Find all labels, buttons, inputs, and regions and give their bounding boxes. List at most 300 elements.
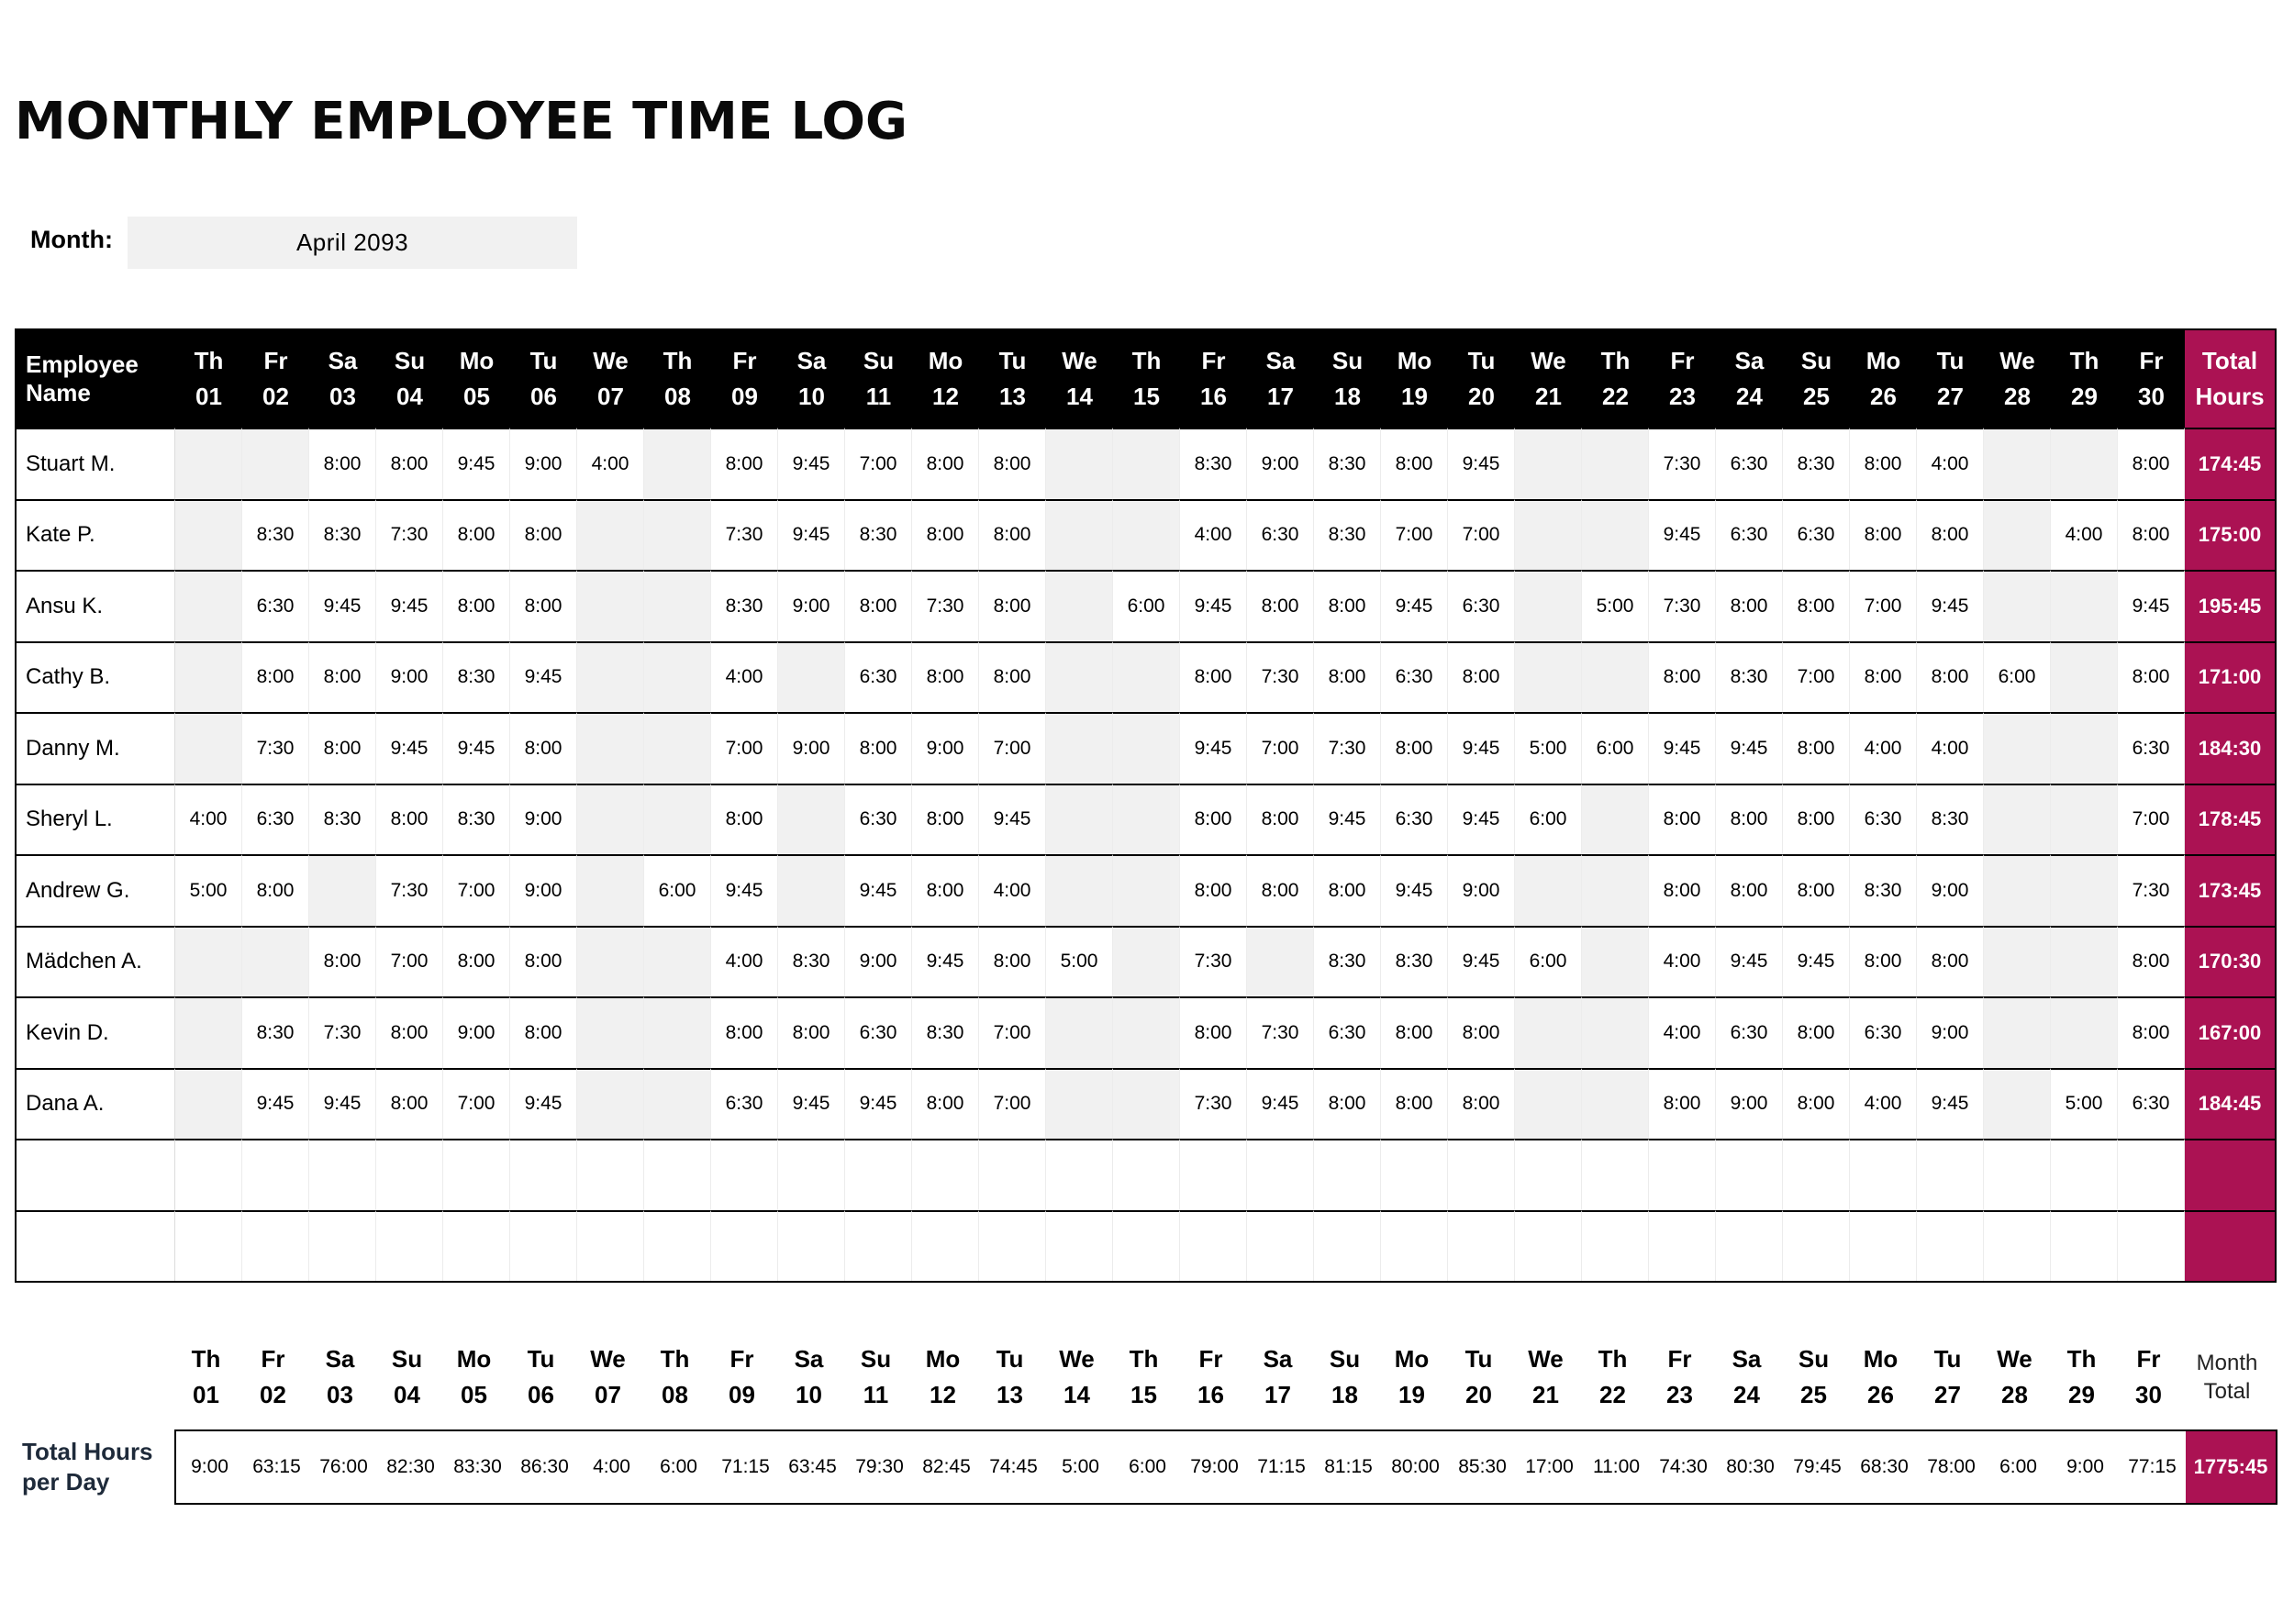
employee-name-cell[interactable]: Sheryl L.: [17, 784, 175, 855]
hours-cell[interactable]: 8:30: [242, 499, 309, 571]
hours-cell[interactable]: [644, 499, 711, 571]
hours-cell[interactable]: 9:45: [1917, 1068, 1984, 1140]
hours-cell[interactable]: [1515, 499, 1582, 571]
hours-cell[interactable]: [1046, 499, 1113, 571]
hours-cell[interactable]: [711, 1210, 778, 1282]
hours-cell[interactable]: 6:00: [1582, 712, 1649, 784]
hours-cell[interactable]: [175, 499, 242, 571]
hours-cell[interactable]: 9:45: [1448, 428, 1515, 499]
hours-cell[interactable]: 8:30: [912, 996, 979, 1068]
hours-cell[interactable]: [1515, 854, 1582, 926]
hours-cell[interactable]: 4:00: [1917, 712, 1984, 784]
hours-cell[interactable]: [242, 926, 309, 997]
hours-cell[interactable]: 9:00: [1917, 854, 1984, 926]
hours-cell[interactable]: 8:00: [309, 641, 376, 713]
hours-cell[interactable]: 8:00: [979, 499, 1046, 571]
hours-cell[interactable]: [2051, 641, 2118, 713]
hours-cell[interactable]: [1515, 428, 1582, 499]
hours-cell[interactable]: 9:45: [309, 570, 376, 641]
hours-cell[interactable]: 7:30: [711, 499, 778, 571]
hours-cell[interactable]: 9:00: [510, 428, 577, 499]
hours-cell[interactable]: 9:00: [912, 712, 979, 784]
hours-cell[interactable]: 7:00: [845, 428, 912, 499]
hours-cell[interactable]: [1113, 1068, 1180, 1140]
hours-cell[interactable]: 7:00: [1783, 641, 1850, 713]
hours-cell[interactable]: 7:30: [1180, 1068, 1247, 1140]
hours-cell[interactable]: [1582, 1068, 1649, 1140]
hours-cell[interactable]: 6:30: [1381, 784, 1448, 855]
hours-cell[interactable]: [1046, 570, 1113, 641]
hours-cell[interactable]: 8:30: [778, 926, 845, 997]
hours-cell[interactable]: [1582, 926, 1649, 997]
hours-cell[interactable]: 5:00: [1515, 712, 1582, 784]
hours-cell[interactable]: [1649, 1210, 1716, 1282]
hours-cell[interactable]: [1515, 1210, 1582, 1282]
hours-cell[interactable]: 7:30: [1314, 712, 1381, 784]
hours-cell[interactable]: 8:00: [2118, 499, 2185, 571]
hours-cell[interactable]: [1113, 1210, 1180, 1282]
hours-cell[interactable]: [912, 1139, 979, 1210]
hours-cell[interactable]: 9:45: [1649, 499, 1716, 571]
hours-cell[interactable]: 8:00: [979, 428, 1046, 499]
hours-cell[interactable]: [979, 1210, 1046, 1282]
hours-cell[interactable]: [2051, 926, 2118, 997]
hours-cell[interactable]: 8:00: [979, 570, 1046, 641]
hours-cell[interactable]: [1582, 996, 1649, 1068]
hours-cell[interactable]: 4:00: [2051, 499, 2118, 571]
hours-cell[interactable]: 8:30: [309, 784, 376, 855]
hours-cell[interactable]: 8:00: [1314, 641, 1381, 713]
hours-cell[interactable]: [845, 1139, 912, 1210]
hours-cell[interactable]: 7:30: [1649, 428, 1716, 499]
hours-cell[interactable]: 8:00: [979, 926, 1046, 997]
hours-cell[interactable]: 7:00: [711, 712, 778, 784]
hours-cell[interactable]: 6:30: [1448, 570, 1515, 641]
hours-cell[interactable]: [1984, 570, 2051, 641]
hours-cell[interactable]: 9:45: [1783, 926, 1850, 997]
hours-cell[interactable]: 8:00: [1716, 854, 1783, 926]
hours-cell[interactable]: [1314, 1139, 1381, 1210]
hours-cell[interactable]: [577, 784, 644, 855]
hours-cell[interactable]: [644, 784, 711, 855]
hours-cell[interactable]: 9:45: [711, 854, 778, 926]
hours-cell[interactable]: 9:45: [1180, 570, 1247, 641]
hours-cell[interactable]: [1582, 1139, 1649, 1210]
hours-cell[interactable]: 8:00: [1783, 784, 1850, 855]
hours-cell[interactable]: 6:30: [1314, 996, 1381, 1068]
hours-cell[interactable]: 6:00: [644, 854, 711, 926]
hours-cell[interactable]: 9:45: [1381, 854, 1448, 926]
hours-cell[interactable]: [1113, 996, 1180, 1068]
hours-cell[interactable]: [1113, 712, 1180, 784]
hours-cell[interactable]: [644, 641, 711, 713]
hours-cell[interactable]: 7:30: [1649, 570, 1716, 641]
hours-cell[interactable]: [1984, 1068, 2051, 1140]
hours-cell[interactable]: 8:30: [711, 570, 778, 641]
hours-cell[interactable]: 9:45: [376, 712, 443, 784]
hours-cell[interactable]: 4:00: [1850, 712, 1917, 784]
hours-cell[interactable]: 9:45: [1448, 926, 1515, 997]
hours-cell[interactable]: [309, 1139, 376, 1210]
hours-cell[interactable]: 6:00: [1515, 784, 1582, 855]
hours-cell[interactable]: 9:00: [1917, 996, 1984, 1068]
hours-cell[interactable]: 6:30: [1247, 499, 1314, 571]
hours-cell[interactable]: [2118, 1210, 2185, 1282]
hours-cell[interactable]: [1113, 854, 1180, 926]
hours-cell[interactable]: 6:30: [1783, 499, 1850, 571]
hours-cell[interactable]: [1515, 570, 1582, 641]
hours-cell[interactable]: [1448, 1139, 1515, 1210]
hours-cell[interactable]: [175, 926, 242, 997]
hours-cell[interactable]: 7:00: [1448, 499, 1515, 571]
hours-cell[interactable]: [1247, 1139, 1314, 1210]
hours-cell[interactable]: 6:30: [1716, 499, 1783, 571]
hours-cell[interactable]: 7:00: [443, 1068, 510, 1140]
hours-cell[interactable]: [242, 428, 309, 499]
employee-name-cell[interactable]: Kate P.: [17, 499, 175, 571]
hours-cell[interactable]: 8:00: [376, 784, 443, 855]
hours-cell[interactable]: [577, 641, 644, 713]
hours-cell[interactable]: 6:30: [845, 641, 912, 713]
hours-cell[interactable]: 8:00: [1783, 1068, 1850, 1140]
hours-cell[interactable]: [577, 499, 644, 571]
hours-cell[interactable]: 8:00: [912, 641, 979, 713]
hours-cell[interactable]: [1582, 1210, 1649, 1282]
hours-cell[interactable]: [912, 1210, 979, 1282]
month-field[interactable]: April 2093: [128, 217, 577, 269]
hours-cell[interactable]: [510, 1210, 577, 1282]
hours-cell[interactable]: [1113, 784, 1180, 855]
hours-cell[interactable]: 8:30: [443, 641, 510, 713]
hours-cell[interactable]: 9:45: [778, 428, 845, 499]
hours-cell[interactable]: [778, 784, 845, 855]
hours-cell[interactable]: 7:00: [376, 926, 443, 997]
hours-cell[interactable]: 4:00: [577, 428, 644, 499]
hours-cell[interactable]: [1046, 854, 1113, 926]
hours-cell[interactable]: 8:00: [1448, 1068, 1515, 1140]
hours-cell[interactable]: [778, 854, 845, 926]
hours-cell[interactable]: 8:00: [711, 428, 778, 499]
hours-cell[interactable]: [1582, 499, 1649, 571]
hours-cell[interactable]: 9:45: [1448, 712, 1515, 784]
hours-cell[interactable]: [510, 1139, 577, 1210]
hours-cell[interactable]: 8:00: [2118, 926, 2185, 997]
hours-cell[interactable]: [1984, 996, 2051, 1068]
hours-cell[interactable]: 8:00: [845, 712, 912, 784]
hours-cell[interactable]: 8:00: [1180, 996, 1247, 1068]
hours-cell[interactable]: 8:00: [376, 996, 443, 1068]
hours-cell[interactable]: 4:00: [1180, 499, 1247, 571]
hours-cell[interactable]: 8:00: [309, 428, 376, 499]
hours-cell[interactable]: [1783, 1139, 1850, 1210]
hours-cell[interactable]: 5:00: [175, 854, 242, 926]
hours-cell[interactable]: 8:00: [510, 996, 577, 1068]
hours-cell[interactable]: 8:00: [1649, 784, 1716, 855]
hours-cell[interactable]: 8:00: [1716, 784, 1783, 855]
hours-cell[interactable]: [577, 570, 644, 641]
hours-cell[interactable]: [242, 1210, 309, 1282]
hours-cell[interactable]: [1247, 926, 1314, 997]
hours-cell[interactable]: 9:00: [778, 712, 845, 784]
hours-cell[interactable]: [778, 1210, 845, 1282]
hours-cell[interactable]: [1515, 1068, 1582, 1140]
hours-cell[interactable]: 9:00: [376, 641, 443, 713]
hours-cell[interactable]: 6:30: [1716, 996, 1783, 1068]
hours-cell[interactable]: [577, 1068, 644, 1140]
hours-cell[interactable]: 7:30: [912, 570, 979, 641]
hours-cell[interactable]: [175, 1068, 242, 1140]
employee-name-cell[interactable]: Mädchen A.: [17, 926, 175, 997]
hours-cell[interactable]: [644, 1068, 711, 1140]
hours-cell[interactable]: 6:30: [2118, 712, 2185, 784]
hours-cell[interactable]: [1381, 1210, 1448, 1282]
employee-name-cell[interactable]: Kevin D.: [17, 996, 175, 1068]
hours-cell[interactable]: [1515, 641, 1582, 713]
hours-cell[interactable]: 9:45: [376, 570, 443, 641]
hours-cell[interactable]: 9:45: [979, 784, 1046, 855]
hours-cell[interactable]: [1046, 712, 1113, 784]
hours-cell[interactable]: 8:00: [242, 854, 309, 926]
hours-cell[interactable]: 6:30: [845, 996, 912, 1068]
hours-cell[interactable]: [1582, 641, 1649, 713]
hours-cell[interactable]: [1984, 1139, 2051, 1210]
hours-cell[interactable]: [1515, 1139, 1582, 1210]
hours-cell[interactable]: [1046, 641, 1113, 713]
hours-cell[interactable]: 8:00: [1649, 641, 1716, 713]
hours-cell[interactable]: 9:45: [778, 1068, 845, 1140]
hours-cell[interactable]: [1046, 996, 1113, 1068]
hours-cell[interactable]: 9:45: [1917, 570, 1984, 641]
hours-cell[interactable]: 4:00: [711, 926, 778, 997]
hours-cell[interactable]: [778, 641, 845, 713]
hours-cell[interactable]: [242, 1139, 309, 1210]
hours-cell[interactable]: 8:00: [443, 499, 510, 571]
hours-cell[interactable]: [644, 712, 711, 784]
hours-cell[interactable]: [2051, 1139, 2118, 1210]
hours-cell[interactable]: 6:30: [1850, 996, 1917, 1068]
hours-cell[interactable]: [979, 1139, 1046, 1210]
hours-cell[interactable]: 9:00: [845, 926, 912, 997]
hours-cell[interactable]: 9:45: [912, 926, 979, 997]
hours-cell[interactable]: 8:00: [1783, 996, 1850, 1068]
hours-cell[interactable]: [2118, 1139, 2185, 1210]
hours-cell[interactable]: [644, 1139, 711, 1210]
hours-cell[interactable]: 8:00: [1314, 570, 1381, 641]
hours-cell[interactable]: 8:00: [1917, 641, 1984, 713]
hours-cell[interactable]: 8:00: [510, 499, 577, 571]
hours-cell[interactable]: 9:00: [778, 570, 845, 641]
hours-cell[interactable]: 8:00: [1649, 1068, 1716, 1140]
hours-cell[interactable]: 9:45: [1716, 712, 1783, 784]
hours-cell[interactable]: 8:00: [912, 428, 979, 499]
hours-cell[interactable]: 8:00: [2118, 641, 2185, 713]
hours-cell[interactable]: 9:00: [1247, 428, 1314, 499]
hours-cell[interactable]: 7:00: [1850, 570, 1917, 641]
hours-cell[interactable]: 8:00: [309, 926, 376, 997]
hours-cell[interactable]: 4:00: [1649, 926, 1716, 997]
hours-cell[interactable]: 8:00: [1180, 784, 1247, 855]
hours-cell[interactable]: 8:00: [2118, 428, 2185, 499]
hours-cell[interactable]: 8:00: [1850, 926, 1917, 997]
hours-cell[interactable]: [1113, 1139, 1180, 1210]
hours-cell[interactable]: 8:00: [1448, 641, 1515, 713]
hours-cell[interactable]: 8:00: [510, 570, 577, 641]
hours-cell[interactable]: [1113, 641, 1180, 713]
hours-cell[interactable]: 8:00: [510, 926, 577, 997]
hours-cell[interactable]: [577, 1210, 644, 1282]
hours-cell[interactable]: 8:00: [845, 570, 912, 641]
hours-cell[interactable]: 7:30: [1247, 996, 1314, 1068]
hours-cell[interactable]: [845, 1210, 912, 1282]
hours-cell[interactable]: 8:00: [1917, 926, 1984, 997]
hours-cell[interactable]: 8:00: [912, 499, 979, 571]
hours-cell[interactable]: 6:30: [1850, 784, 1917, 855]
hours-cell[interactable]: [1046, 784, 1113, 855]
hours-cell[interactable]: 9:00: [1716, 1068, 1783, 1140]
hours-cell[interactable]: 8:30: [1314, 499, 1381, 571]
hours-cell[interactable]: [1180, 1139, 1247, 1210]
employee-name-cell[interactable]: [17, 1210, 175, 1282]
hours-cell[interactable]: [1113, 499, 1180, 571]
hours-cell[interactable]: 8:00: [1783, 712, 1850, 784]
hours-cell[interactable]: [1984, 499, 2051, 571]
hours-cell[interactable]: [1917, 1139, 1984, 1210]
hours-cell[interactable]: 8:00: [1180, 854, 1247, 926]
hours-cell[interactable]: 7:00: [1381, 499, 1448, 571]
hours-cell[interactable]: 8:30: [1180, 428, 1247, 499]
hours-cell[interactable]: 9:45: [778, 499, 845, 571]
hours-cell[interactable]: 8:30: [1314, 926, 1381, 997]
hours-cell[interactable]: 8:00: [979, 641, 1046, 713]
hours-cell[interactable]: [1716, 1210, 1783, 1282]
hours-cell[interactable]: 9:00: [443, 996, 510, 1068]
hours-cell[interactable]: [2051, 1210, 2118, 1282]
hours-cell[interactable]: 8:00: [1850, 499, 1917, 571]
hours-cell[interactable]: [577, 1139, 644, 1210]
hours-cell[interactable]: 8:00: [1247, 570, 1314, 641]
employee-name-cell[interactable]: Cathy B.: [17, 641, 175, 713]
hours-cell[interactable]: [577, 854, 644, 926]
hours-cell[interactable]: [175, 641, 242, 713]
hours-cell[interactable]: 8:00: [2118, 996, 2185, 1068]
hours-cell[interactable]: 5:00: [2051, 1068, 2118, 1140]
hours-cell[interactable]: 9:45: [510, 641, 577, 713]
hours-cell[interactable]: 6:30: [2118, 1068, 2185, 1140]
hours-cell[interactable]: [778, 1139, 845, 1210]
hours-cell[interactable]: 7:30: [376, 854, 443, 926]
hours-cell[interactable]: [1113, 428, 1180, 499]
hours-cell[interactable]: 4:00: [1850, 1068, 1917, 1140]
hours-cell[interactable]: 9:45: [1247, 1068, 1314, 1140]
hours-cell[interactable]: [1247, 1210, 1314, 1282]
hours-cell[interactable]: [644, 1210, 711, 1282]
hours-cell[interactable]: [1314, 1210, 1381, 1282]
hours-cell[interactable]: 9:00: [510, 784, 577, 855]
hours-cell[interactable]: 4:00: [979, 854, 1046, 926]
hours-cell[interactable]: 8:00: [376, 1068, 443, 1140]
hours-cell[interactable]: 8:00: [1649, 854, 1716, 926]
hours-cell[interactable]: 8:30: [1381, 926, 1448, 997]
hours-cell[interactable]: 8:30: [845, 499, 912, 571]
hours-cell[interactable]: 7:30: [2118, 854, 2185, 926]
hours-cell[interactable]: 8:30: [1917, 784, 1984, 855]
employee-name-cell[interactable]: Danny M.: [17, 712, 175, 784]
hours-cell[interactable]: [1783, 1210, 1850, 1282]
hours-cell[interactable]: 8:00: [1247, 784, 1314, 855]
hours-cell[interactable]: 7:30: [242, 712, 309, 784]
hours-cell[interactable]: [175, 712, 242, 784]
hours-cell[interactable]: [1046, 1068, 1113, 1140]
hours-cell[interactable]: 8:00: [1247, 854, 1314, 926]
hours-cell[interactable]: 7:00: [979, 996, 1046, 1068]
hours-cell[interactable]: 8:00: [309, 712, 376, 784]
hours-cell[interactable]: 8:00: [1783, 854, 1850, 926]
hours-cell[interactable]: [175, 1139, 242, 1210]
hours-cell[interactable]: 9:45: [2118, 570, 2185, 641]
hours-cell[interactable]: [2051, 570, 2118, 641]
hours-cell[interactable]: [1917, 1210, 1984, 1282]
hours-cell[interactable]: 7:00: [979, 1068, 1046, 1140]
hours-cell[interactable]: 9:45: [1448, 784, 1515, 855]
hours-cell[interactable]: [1716, 1139, 1783, 1210]
hours-cell[interactable]: 8:00: [376, 428, 443, 499]
hours-cell[interactable]: 9:45: [845, 1068, 912, 1140]
hours-cell[interactable]: 8:30: [1716, 641, 1783, 713]
hours-cell[interactable]: 6:30: [845, 784, 912, 855]
hours-cell[interactable]: [644, 570, 711, 641]
hours-cell[interactable]: 8:00: [1783, 570, 1850, 641]
hours-cell[interactable]: [1984, 784, 2051, 855]
hours-cell[interactable]: 5:00: [1046, 926, 1113, 997]
hours-cell[interactable]: 8:00: [1917, 499, 1984, 571]
hours-cell[interactable]: 9:00: [510, 854, 577, 926]
hours-cell[interactable]: 6:30: [1381, 641, 1448, 713]
hours-cell[interactable]: [1448, 1210, 1515, 1282]
hours-cell[interactable]: [1515, 996, 1582, 1068]
hours-cell[interactable]: [309, 854, 376, 926]
hours-cell[interactable]: [711, 1139, 778, 1210]
hours-cell[interactable]: 8:00: [912, 1068, 979, 1140]
hours-cell[interactable]: [376, 1210, 443, 1282]
hours-cell[interactable]: 7:30: [1180, 926, 1247, 997]
hours-cell[interactable]: 8:00: [1716, 570, 1783, 641]
hours-cell[interactable]: [1582, 428, 1649, 499]
hours-cell[interactable]: 8:00: [1448, 996, 1515, 1068]
hours-cell[interactable]: 6:00: [1113, 570, 1180, 641]
hours-cell[interactable]: 8:00: [1850, 641, 1917, 713]
hours-cell[interactable]: 7:00: [979, 712, 1046, 784]
hours-cell[interactable]: 9:45: [510, 1068, 577, 1140]
hours-cell[interactable]: 9:45: [845, 854, 912, 926]
hours-cell[interactable]: [577, 996, 644, 1068]
hours-cell[interactable]: 5:00: [1582, 570, 1649, 641]
hours-cell[interactable]: 8:00: [1381, 1068, 1448, 1140]
hours-cell[interactable]: 9:45: [1649, 712, 1716, 784]
hours-cell[interactable]: [1180, 1210, 1247, 1282]
hours-cell[interactable]: 8:30: [309, 499, 376, 571]
hours-cell[interactable]: 7:00: [443, 854, 510, 926]
hours-cell[interactable]: [1984, 926, 2051, 997]
hours-cell[interactable]: 7:30: [376, 499, 443, 571]
hours-cell[interactable]: [1649, 1139, 1716, 1210]
hours-cell[interactable]: 6:00: [1515, 926, 1582, 997]
hours-cell[interactable]: [2051, 996, 2118, 1068]
hours-cell[interactable]: 8:00: [443, 570, 510, 641]
hours-cell[interactable]: 4:00: [711, 641, 778, 713]
hours-cell[interactable]: [1984, 712, 2051, 784]
hours-cell[interactable]: [1381, 1139, 1448, 1210]
hours-cell[interactable]: [443, 1139, 510, 1210]
